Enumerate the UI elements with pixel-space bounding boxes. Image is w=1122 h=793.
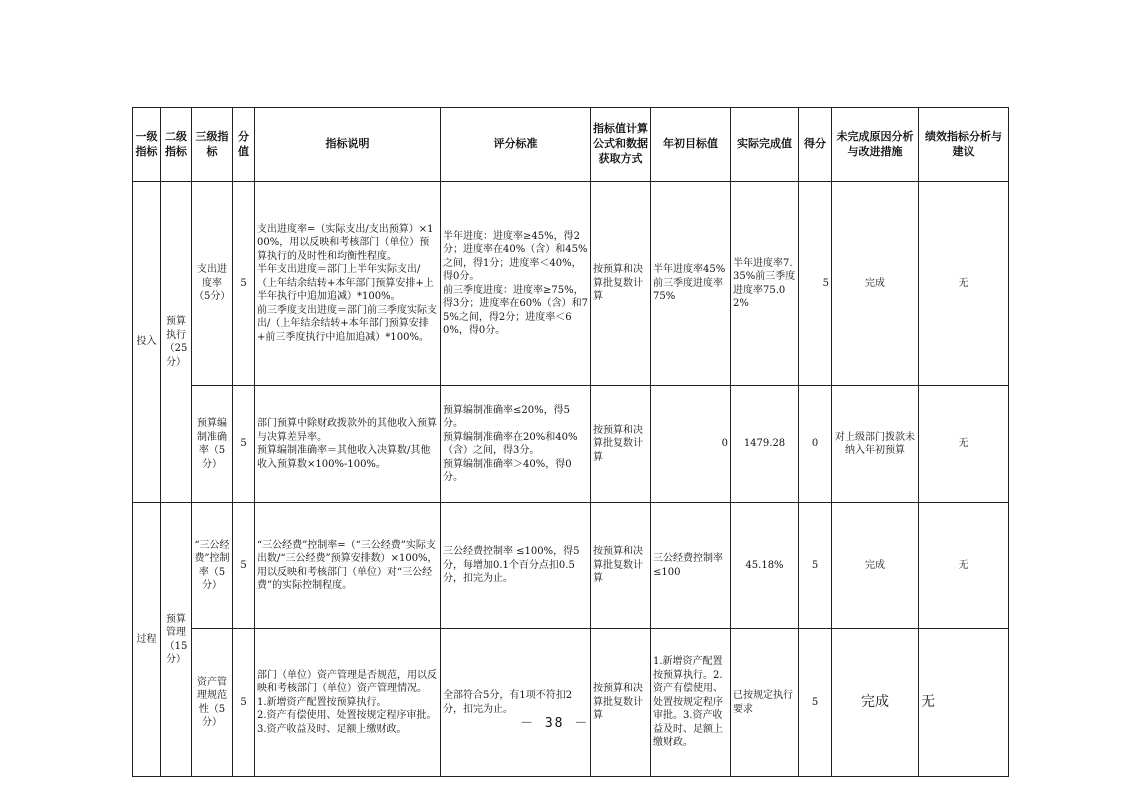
- row-got: 5: [799, 182, 832, 386]
- row-actual: 45.18%: [731, 503, 799, 629]
- row-got: 5: [799, 629, 832, 777]
- group-process: 过程: [133, 503, 161, 777]
- table-row: [133, 503, 1009, 629]
- row-target: 三公经费控制率≤100: [651, 503, 731, 629]
- row-advice: 无: [919, 182, 1009, 386]
- row-got: 0: [799, 386, 832, 503]
- row-desc: “三公经费”控制率=（“三公经费”实际支出数/“三公经费”预算安排数）×100%，用以反映和考核部门（单位）对“三公经费”的实际控制程度。: [255, 503, 441, 629]
- header-advice: 绩效指标分析与建议: [919, 108, 1009, 182]
- performance-table: [132, 107, 1009, 777]
- row-l3: 预算编制准确率（5分）: [192, 386, 233, 503]
- row-target: 1.新增资产配置按预算执行。2.资产有偿使用、处置按规定程序审批。3.资产收益及时、足额上缴财政。: [651, 629, 731, 777]
- row-advice: 无: [919, 503, 1009, 629]
- row-desc: 支出进度率=（实际支出/支出预算）×100%，用以反映和考核部门（单位）预算执行的及时性和均衡性程度。 半年支出进度＝部门上半年实际支出/（上年结余结转+本年部门预算安排+上半年执行中追加追减）*100%。 前三季度支出进度＝部门前三季度实际支出/（上年结余结转+本年部门预算安排+前三季度执行中追加追减）*100%。: [255, 182, 441, 386]
- row-score: 5: [233, 386, 255, 503]
- table-row: [133, 182, 1009, 386]
- row-reason: 对上级部门拨款未纳入年初预算: [832, 386, 919, 503]
- row-got: 5: [799, 503, 832, 629]
- row-formula: 按预算和决算批复数计算: [591, 503, 651, 629]
- row-l3: 资产管理规范性（5分）: [192, 629, 233, 777]
- row-formula: 按预算和决算批复数计算: [591, 629, 651, 777]
- header-score: 分值: [233, 108, 255, 182]
- row-target: 半年进度率45%前三季度进度率75%: [651, 182, 731, 386]
- header-l1: 一级指标: [133, 108, 161, 182]
- row-l3: “三公经费”控制率（5分）: [192, 503, 233, 629]
- row-desc: 部门（单位）资产管理是否规范，用以反映和考核部门（单位）资产管理情况。 1.新增资产配置按预算执行。 2.资产有偿使用、处置按规定程序审批。 3.资产收益及时、足额上缴财政。: [255, 629, 441, 777]
- row-std: 预算编制准确率≤20%，得5分。 预算编制准确率在20%和40%（含）之间，得3分。 预算编制准确率＞40%，得0分。: [441, 386, 591, 503]
- row-formula: 按预算和决算批复数计算: [591, 182, 651, 386]
- header-l2: 二级指标: [161, 108, 192, 182]
- header-target: 年初目标值: [651, 108, 731, 182]
- row-l3: 支出进度率（5分）: [192, 182, 233, 386]
- row-reason: 完成: [832, 503, 919, 629]
- row-actual: 1479.28: [731, 386, 799, 503]
- row-score: 5: [233, 629, 255, 777]
- group-budget-exec: 预算执行（25分）: [161, 182, 192, 503]
- row-actual: 已按规定执行要求: [731, 629, 799, 777]
- row-advice: 无: [919, 629, 1009, 777]
- row-score: 5: [233, 182, 255, 386]
- row-advice: 无: [919, 386, 1009, 503]
- page-number: － 38 －: [520, 716, 590, 731]
- row-std: 全部符合5分，有1项不符扣2分，扣完为止。: [441, 629, 591, 777]
- group-input: 投入: [133, 182, 161, 503]
- row-std: 半年进度：进度率≥45%，得2分；进度率在40%（含）和45%之间，得1分；进度率＜40%，得0分。 前三季度进度：进度率≥75%，得3分；进度率在60%（含）和75%之间，得2分；进度率＜60%，得0分。: [441, 182, 591, 386]
- header-reason: 未完成原因分析与改进措施: [832, 108, 919, 182]
- row-std: 三公经费控制率 ≤100%，得5分，每增加0.1个百分点扣0.5分，扣完为止。: [441, 503, 591, 629]
- row-target: 0: [651, 386, 731, 503]
- row-desc: 部门预算中除财政拨款外的其他收入预算与决算差异率。 预算编制准确率＝其他收入决算数/其他收入预算数×100%-100%。: [255, 386, 441, 503]
- header-got: 得分: [799, 108, 832, 182]
- row-reason: 完成: [832, 629, 919, 777]
- row-score: 5: [233, 503, 255, 629]
- table-row: [133, 629, 1009, 777]
- header-std: 评分标准: [441, 108, 591, 182]
- header-row: [133, 108, 1009, 182]
- header-l3: 三级指标: [192, 108, 233, 182]
- header-actual: 实际完成值: [731, 108, 799, 182]
- table-row: [133, 386, 1009, 503]
- header-formula: 指标值计算公式和数据获取方式: [591, 108, 651, 182]
- header-desc: 指标说明: [255, 108, 441, 182]
- row-formula: 按预算和决算批复数计算: [591, 386, 651, 503]
- row-reason: 完成: [832, 182, 919, 386]
- group-budget-mgmt: 预算管理（15分）: [161, 503, 192, 777]
- row-actual: 半年进度率7.35%前三季度进度率75.02%: [731, 182, 799, 386]
